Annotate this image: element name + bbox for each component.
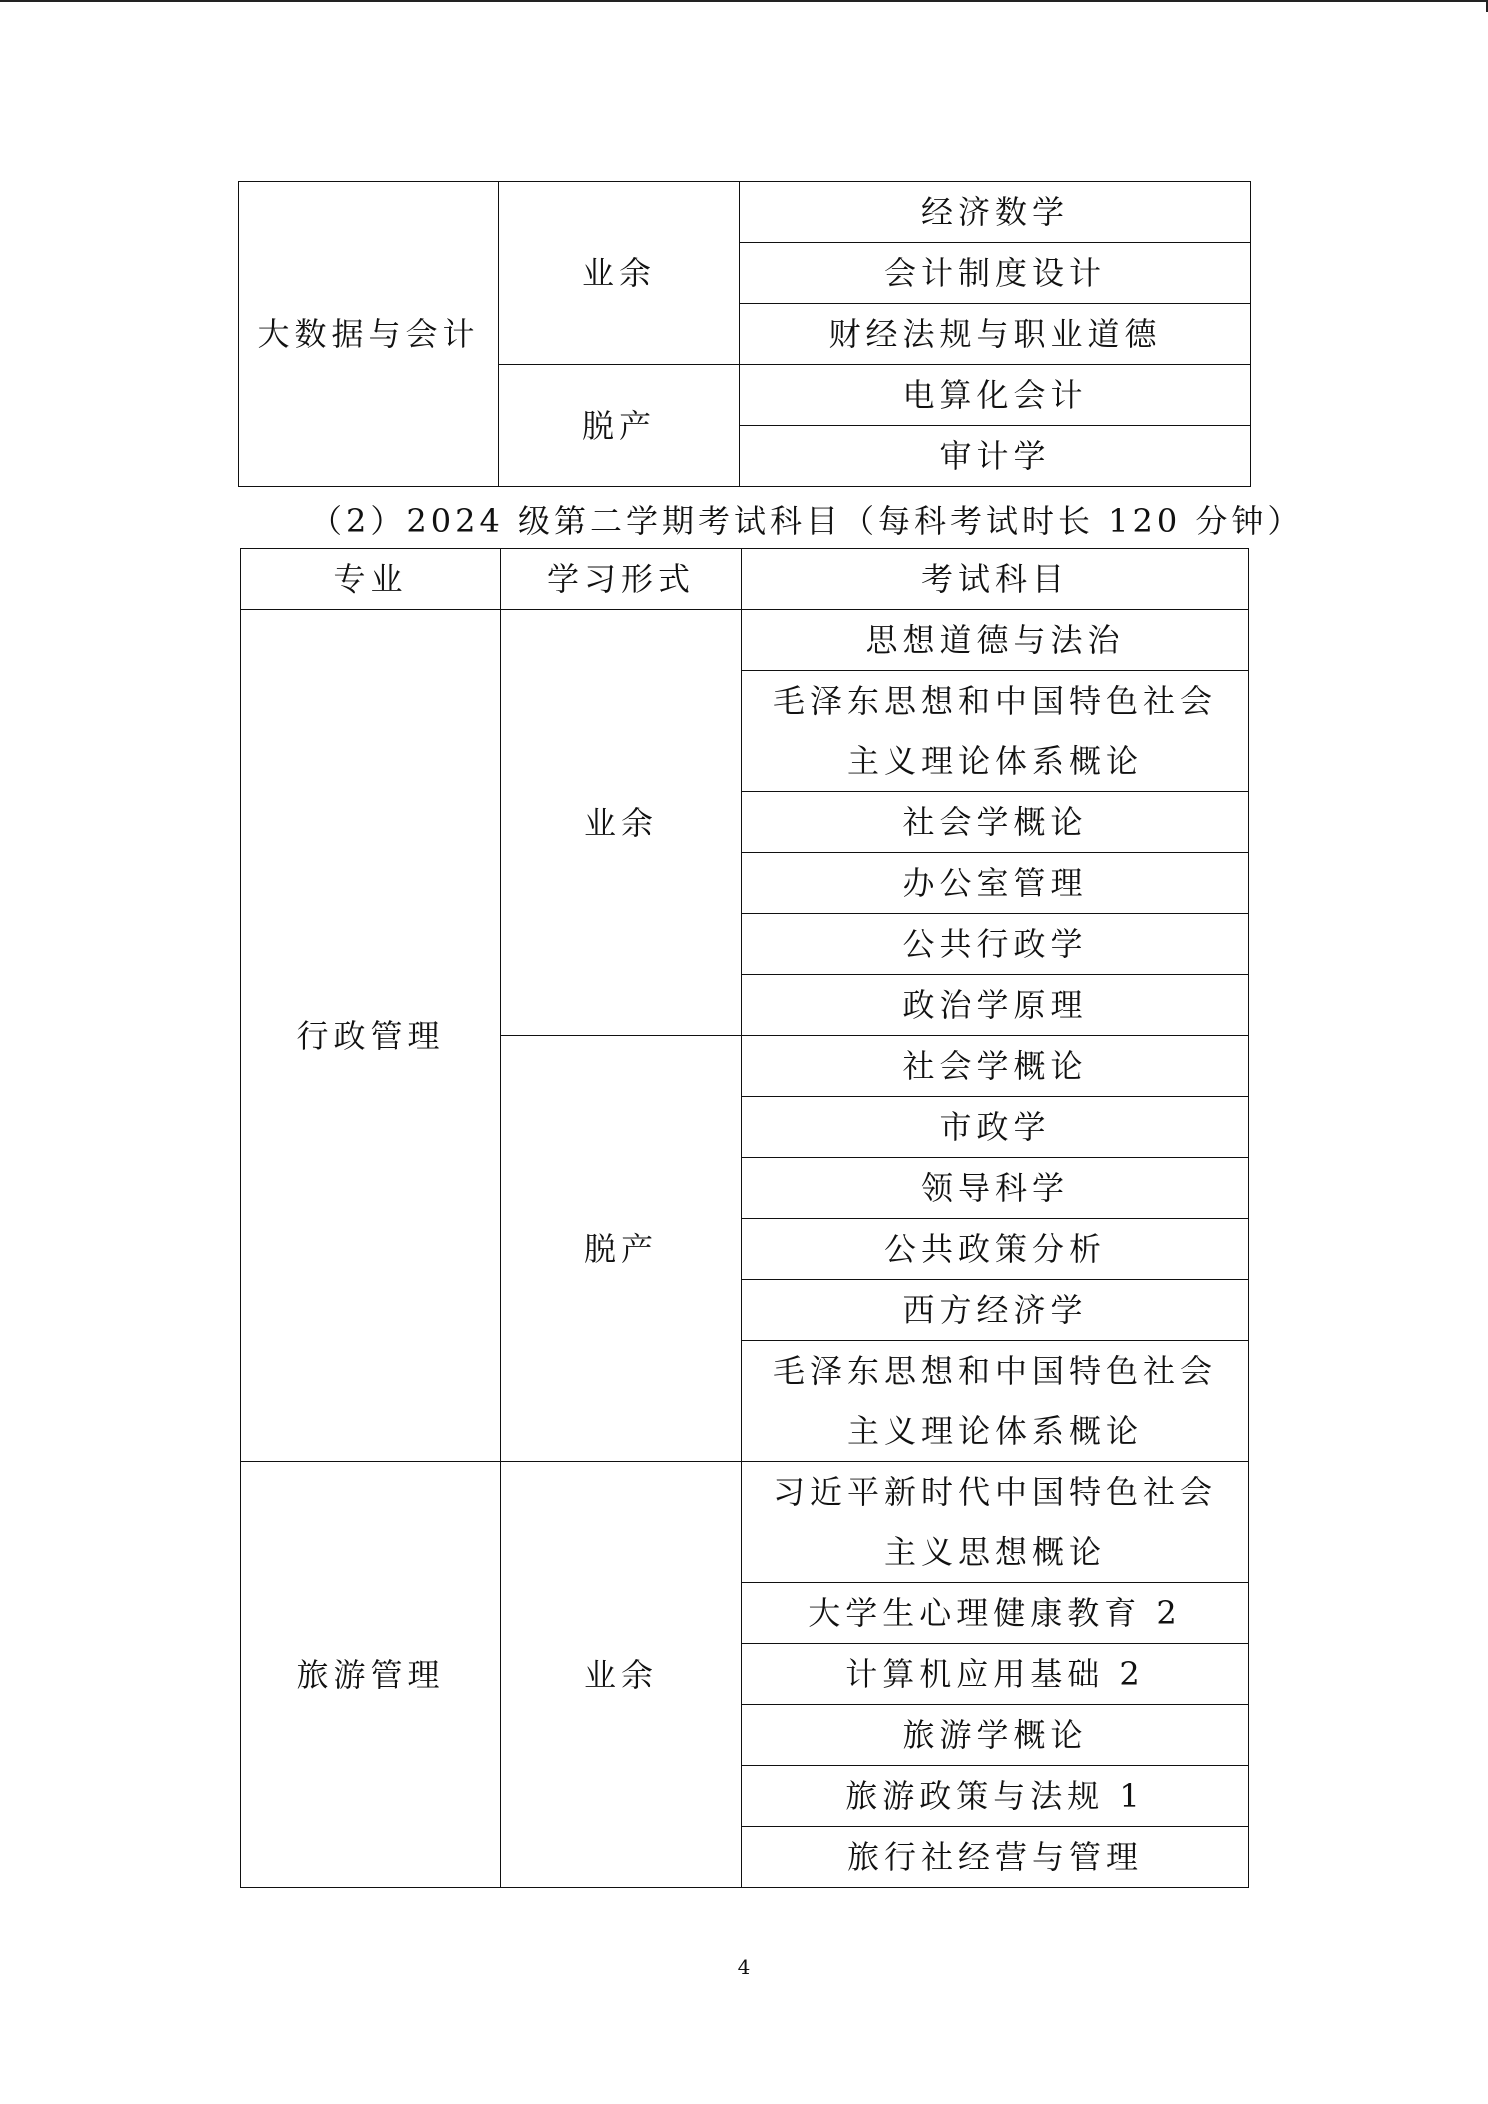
table-row — [241, 610, 1249, 671]
subject-cell: 市政学 — [742, 1097, 1249, 1158]
table-row — [239, 182, 1251, 243]
subject-cell: 旅游政策与法规 1 — [742, 1766, 1249, 1827]
subject-cell: 思想道德与法治 — [742, 610, 1249, 671]
page-top-border — [0, 0, 1488, 2]
study-form-cell: 业余 — [501, 1462, 742, 1888]
subject-cell: 旅行社经营与管理 — [742, 1827, 1249, 1888]
major-cell: 旅游管理 — [241, 1462, 501, 1888]
subject-cell: 旅游学概论 — [742, 1705, 1249, 1766]
header-subjects: 考试科目 — [742, 549, 1249, 610]
page-number: 4 — [737, 1955, 751, 1979]
subject-cell: 电算化会计 — [740, 365, 1251, 426]
subject-cell: 公共政策分析 — [742, 1219, 1249, 1280]
subject-cell: 社会学概论 — [742, 792, 1249, 853]
major-cell: 大数据与会计 — [239, 182, 499, 487]
subject-cell: 经济数学 — [740, 182, 1251, 243]
subject-cell: 西方经济学 — [742, 1280, 1249, 1341]
subject-cell: 毛泽东思想和中国特色社会主义理论体系概论 — [742, 1341, 1249, 1462]
subject-cell: 领导科学 — [742, 1158, 1249, 1219]
study-form-cell: 脱产 — [501, 1036, 742, 1462]
table-header-row — [241, 549, 1249, 610]
section-caption: （2）2024 级第二学期考试科目（每科考试时长 120 分钟） — [310, 502, 1304, 540]
study-form-cell: 脱产 — [499, 365, 740, 487]
subject-cell: 社会学概论 — [742, 1036, 1249, 1097]
header-major: 专业 — [241, 549, 501, 610]
study-form-cell: 业余 — [501, 610, 742, 1036]
subject-cell: 公共行政学 — [742, 914, 1249, 975]
subject-cell: 大学生心理健康教育 2 — [742, 1583, 1249, 1644]
subject-cell: 财经法规与职业道德 — [740, 304, 1251, 365]
header-study-form: 学习形式 — [501, 549, 742, 610]
subject-cell: 会计制度设计 — [740, 243, 1251, 304]
subject-cell: 审计学 — [740, 426, 1251, 487]
subject-cell: 毛泽东思想和中国特色社会主义理论体系概论 — [742, 671, 1249, 792]
subject-cell: 计算机应用基础 2 — [742, 1644, 1249, 1705]
subject-cell: 政治学原理 — [742, 975, 1249, 1036]
subject-cell: 办公室管理 — [742, 853, 1249, 914]
exam-table-continued — [238, 181, 1251, 487]
major-cell: 行政管理 — [241, 610, 501, 1462]
subject-cell: 习近平新时代中国特色社会主义思想概论 — [742, 1462, 1249, 1583]
study-form-cell: 业余 — [499, 182, 740, 365]
exam-table-2024-semester-2 — [240, 548, 1249, 1888]
